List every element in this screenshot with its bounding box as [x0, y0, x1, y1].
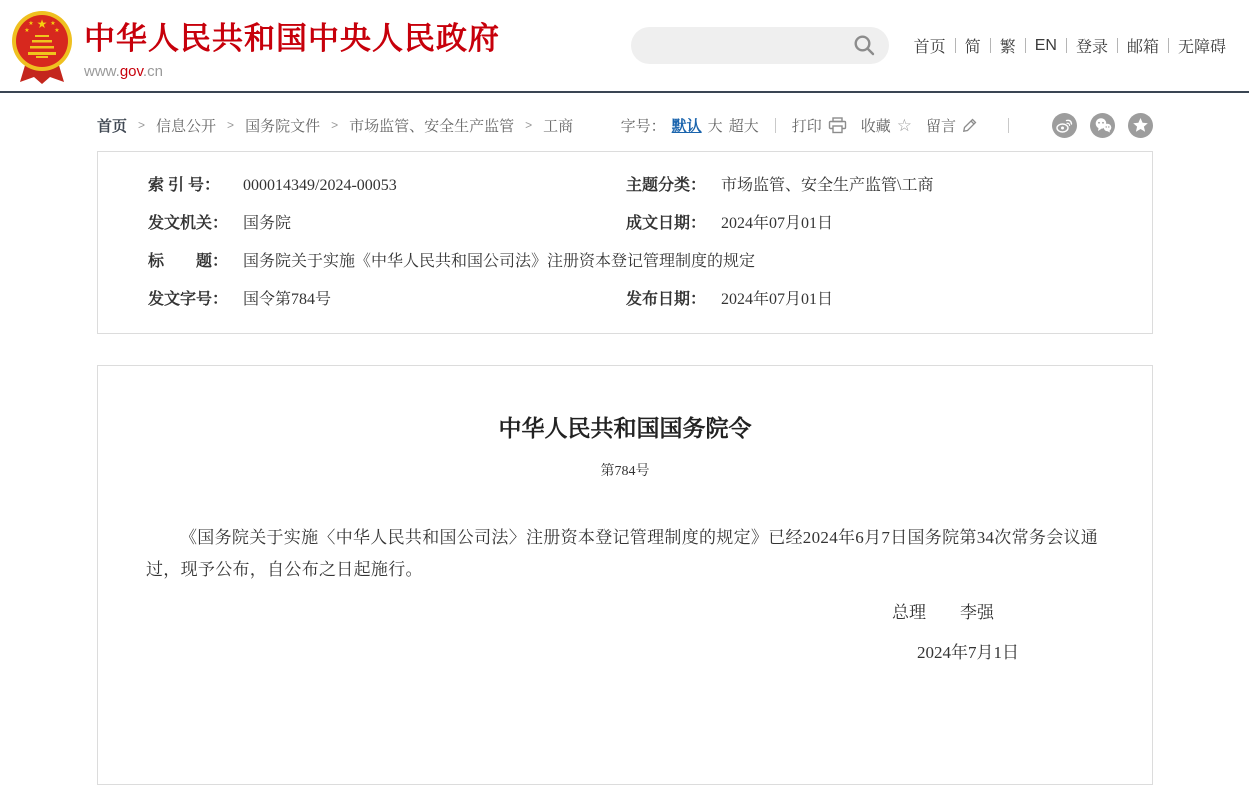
- breadcrumb-separator: >: [525, 118, 533, 132]
- meta-topic-label: 主题分类：: [626, 177, 707, 194]
- share-icons-group: [1039, 113, 1153, 138]
- share-wechat-button[interactable]: [1090, 113, 1115, 138]
- print-button[interactable]: [792, 115, 847, 136]
- pencil-icon: [962, 117, 978, 133]
- signer-title: 总理: [892, 603, 926, 622]
- breadcrumb-info-disclosure[interactable]: 信息公开: [156, 117, 217, 135]
- breadcrumb-home[interactable]: 首页: [97, 117, 128, 135]
- signature-date: 2024年7月1日: [917, 643, 1019, 662]
- meta-topic-value: 市场监管、安全生产监管\工商: [721, 177, 934, 194]
- document-box: [97, 365, 1153, 785]
- meta-written-date-value: 2024年07月01日: [721, 215, 834, 232]
- meta-row: [98, 243, 1152, 281]
- toolbar-separator: [775, 118, 776, 133]
- breadcrumb-state-council-docs[interactable]: 国务院文件: [245, 117, 321, 135]
- breadcrumb-separator: >: [227, 118, 235, 132]
- print-label: 打印: [791, 117, 822, 135]
- document-meta-box: [97, 151, 1153, 334]
- signer-name: 李强: [960, 603, 994, 622]
- meta-title-value: 国务院关于实施《中华人民共和国公司法》注册资本登记管理制度的规定: [243, 253, 756, 270]
- nav-accessibility[interactable]: 无障碍: [1177, 39, 1226, 56]
- page-toolbar: [621, 113, 1153, 138]
- document-paragraph: 《国务院关于实施〈中华人民共和国公司法〉注册资本登记管理制度的规定》已经2024年6月7日国务院第34次常务会议通过，现予公布，自公布之日起施行。: [146, 528, 1099, 579]
- svg-text:★: ★: [50, 20, 56, 27]
- nav-login[interactable]: 登录: [1075, 39, 1108, 56]
- font-size-xlarge[interactable]: 超大: [728, 117, 759, 135]
- document-number: 第784号: [600, 464, 650, 479]
- nav-traditional[interactable]: 繁: [999, 39, 1016, 56]
- site-url-prefix: www.: [84, 63, 120, 80]
- nav-home[interactable]: 首页: [913, 39, 946, 56]
- weibo-icon: [1056, 117, 1073, 133]
- search-input[interactable]: [647, 31, 853, 61]
- meta-row: [98, 167, 1152, 205]
- meta-title-label: 标 题：: [148, 253, 229, 270]
- comment-label: 留言: [925, 117, 956, 135]
- font-size-large[interactable]: 大: [707, 117, 723, 135]
- share-weibo-button[interactable]: [1052, 113, 1077, 138]
- wechat-icon: [1094, 117, 1112, 133]
- site-url-gov: gov: [119, 63, 143, 80]
- svg-text:★: ★: [36, 16, 48, 31]
- meta-publish-date-value: 2024年07月01日: [721, 291, 834, 308]
- site-url: [84, 63, 500, 80]
- signature-line: [146, 598, 1104, 623]
- share-qzone-button[interactable]: [1128, 113, 1153, 138]
- meta-written-date-label: 成文日期：: [626, 215, 707, 232]
- svg-text:★: ★: [28, 20, 34, 27]
- search-box: [631, 27, 889, 64]
- national-emblem-icon: [10, 8, 74, 86]
- meta-index-value: 000014349/2024-00053: [243, 177, 397, 194]
- meta-agency-value: 国务院: [243, 215, 292, 232]
- nav-mail[interactable]: 邮箱: [1126, 39, 1159, 56]
- site-header: [0, 0, 1249, 91]
- meta-row: [98, 205, 1152, 243]
- nav-english[interactable]: EN: [1034, 36, 1057, 54]
- font-size-label: 字号：: [620, 117, 666, 135]
- site-url-suffix: .cn: [142, 63, 163, 80]
- top-nav: [905, 34, 1235, 57]
- meta-index-label: 索 引 号：: [148, 177, 221, 194]
- comment-button[interactable]: [926, 115, 978, 136]
- meta-row: [98, 281, 1152, 319]
- breadcrumb-market-supervision[interactable]: 市场监管、安全生产监管: [349, 117, 515, 135]
- meta-publish-date-label: 发布日期：: [626, 291, 707, 308]
- breadcrumb-separator: >: [138, 118, 146, 132]
- breadcrumb-separator: >: [331, 118, 339, 132]
- breadcrumb-industry-commerce[interactable]: 工商: [543, 117, 574, 135]
- svg-text:★: ★: [54, 27, 60, 34]
- site-title: 中华人民共和国中央人民政府: [84, 21, 500, 56]
- breadcrumb: [97, 115, 573, 136]
- favorite-star-icon: ☆: [896, 115, 912, 135]
- qzone-star-icon: [1132, 117, 1149, 133]
- nav-simplified[interactable]: 简: [964, 39, 981, 56]
- meta-doc-no-label: 发文字号：: [148, 291, 229, 308]
- site-title-block: [84, 11, 500, 80]
- printer-icon: [828, 117, 847, 134]
- toolbar-separator: [1008, 118, 1009, 133]
- search-button[interactable]: [853, 34, 876, 57]
- meta-doc-no-value: 国令第784号: [243, 291, 332, 308]
- favorite-button[interactable]: [861, 115, 912, 136]
- meta-agency-label: 发文机关：: [148, 215, 229, 232]
- header-divider: [0, 91, 1249, 93]
- svg-text:★: ★: [24, 27, 30, 34]
- site-logo-link[interactable]: [10, 6, 500, 86]
- font-size-default[interactable]: 默认: [671, 117, 702, 135]
- search-icon: [853, 34, 876, 57]
- document-title: 中华人民共和国国务院令: [498, 416, 752, 441]
- favorite-label: 收藏: [860, 117, 891, 135]
